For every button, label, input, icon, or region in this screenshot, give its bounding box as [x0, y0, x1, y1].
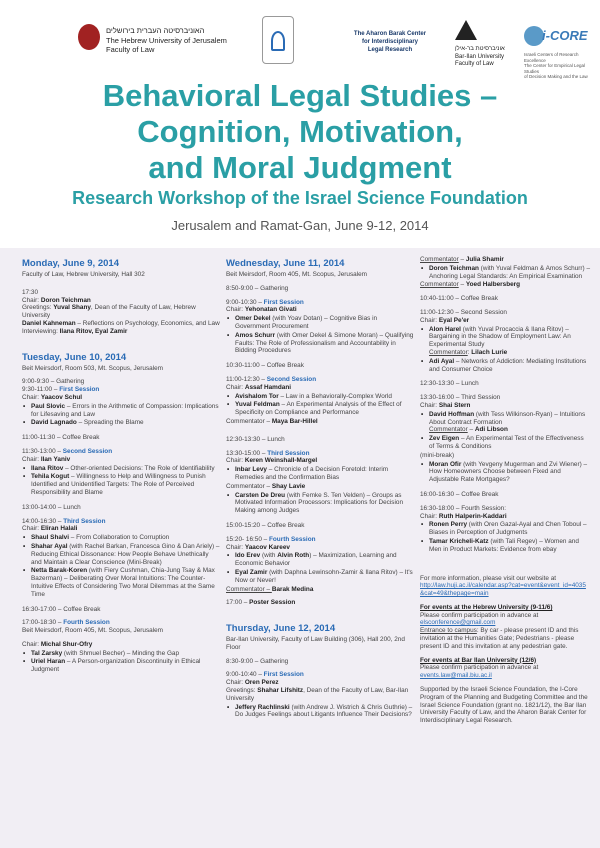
- venue: Beit Meirsdorf, Room 503, Mt. Scopus, Jerusalem: [22, 364, 164, 372]
- chair-line: Chair: Yaacov Kareev: [226, 543, 290, 551]
- session-heading: 13:30-16:00 – Third Session: [420, 394, 501, 402]
- support-text: Supported by the Israeli Science Foundation, the I-Core Program of the Planning and Budgeting Committee and the Israel Science Foundation (grant no. 1821/12), the Bar Ilan University Faculty of Law, and the Aharon Barak Center for Interdisciplinary Legal Research.: [420, 686, 588, 725]
- session-heading: 15:20- 16:50 – Fourth Session: [226, 535, 316, 543]
- gathering: 8:50-9:00 – Gathering: [226, 284, 289, 292]
- huji-email-link[interactable]: elsconference@gmail.com: [420, 619, 496, 627]
- biu-hebrew-name: אוניברסיטת בר-אילן: [455, 46, 505, 52]
- talk-item: • Tehila Kogut – Willingness to Help and Willingness to Punish Identified and Unidentified Targets: The Role of Perceived Responsibility and Blame: [22, 473, 220, 496]
- session-heading: 9:00-10:40 – First Session: [226, 671, 304, 679]
- logo-header: [0, 0, 600, 80]
- aharon-barak-center-logo: [335, 30, 445, 54]
- talk-item: • Adi Ayal – Networks of Addiction: Mediating Institutions and Consumer Choice: [420, 358, 590, 374]
- title-line1: Behavioral Legal Studies –: [102, 78, 498, 113]
- aharon-line2: for Interdisciplinary: [361, 39, 418, 45]
- venue: Faculty of Law, Hebrew University, Hall 302: [22, 271, 145, 278]
- lunch: 12:30-13:30 – Lunch: [226, 435, 285, 443]
- time: 17:30: [22, 288, 38, 296]
- huji-faculty: Faculty of Law: [106, 45, 155, 54]
- talk-item: • Eyal Zamir (with Daphna Lewinsohn-Zamir & Ilana Ritov) – It's Now or Never!: [226, 569, 414, 585]
- page-title: [0, 78, 600, 186]
- info-text: For more information, please visit our website at: [420, 574, 557, 582]
- talk-item: • Ido Erev (with Alvin Roth) – Maximization, Learning and Economic Behavior: [226, 552, 414, 568]
- venue: Beit Meirsdorf, Room 405, Mt. Scopus, Jerusalem: [22, 627, 164, 635]
- chair-line: Chair: Eliran Halali: [22, 525, 78, 533]
- gathering: 8:30-9:00 – Gathering: [226, 657, 289, 665]
- program-column-3: [420, 256, 590, 725]
- lunch: 12:30-13:30 – Lunch: [420, 380, 479, 388]
- session-heading: 16:30-18:00 – Fourth Session:: [420, 504, 506, 512]
- talk-item: • Avishalom Tor – Law in a Behaviorally-Complex World: [226, 393, 414, 401]
- talk-item: • Carsten De Dreu (with Femke S. Ten Velden) – Groups as Motivated Information Processors: Implications for Decision Making among Judges: [226, 492, 414, 515]
- day-heading-monday: Monday, June 9, 2014: [22, 258, 119, 269]
- title-line3: and Moral Judgment: [148, 150, 452, 185]
- commentator-line: Commentator – Barak Medina: [226, 585, 314, 593]
- session-heading: 11:00-12:30 – Second Session: [226, 375, 317, 383]
- talk-item: • Ilana Ritov – Other-oriented Decisions: The Role of Identifiability: [22, 465, 220, 473]
- break: 15:00-15:20 – Coffee Break: [226, 521, 305, 529]
- huji-confirm-text: Please confirm participation in advance at: [420, 611, 539, 619]
- icore-mark-icon: [524, 26, 544, 46]
- talk-item: • Omer Dekel (with Yoav Dotan) – Cognitive Bias in Government Procurement: [226, 315, 414, 331]
- talk-item: • Shahar Ayal (with Rachel Barkan, Francesca Gino & Dan Ariely) – Reducing Ethical Dissonance: How People Behave Unethically and Maintain a Clear Conscience (Mini-Break): [22, 543, 220, 566]
- break: 16:30-17:00 – Coffee Break: [22, 605, 101, 613]
- talk-item: • Zev Eigen – An Experimental Test of the Effectiveness of Terms & Conditions: [420, 435, 590, 451]
- greetings-line: Greetings: Shahar Lifshitz, Dean of the Faculty of Law, Bar-Ilan University: [226, 687, 409, 702]
- talk-item: • David Lagnado – Spreading the Blame: [22, 419, 220, 427]
- talk-item: • Ronen Perry (with Oren Gazal-Ayal and Chen Toboul – Biases in Perception of Judgments: [420, 521, 590, 537]
- commentator-line: Commentator – Shay Lavie: [226, 482, 306, 490]
- chair-line: Chair: Eyal Pe'er: [420, 316, 470, 324]
- aharon-line3: Legal Research: [367, 47, 413, 53]
- program-column-2: [226, 258, 414, 720]
- chair-line: Chair: Assaf Hamdani: [226, 383, 291, 391]
- chair-line: Chair: Oren Perez: [226, 679, 279, 687]
- talk-item: • Alon Harel (with Yuval Procaccia & Ilana Ritov) – Bargaining in the Shadow of Employment Law: An Experimental Study Commentator: Lilach Lurie: [420, 326, 590, 357]
- chair-line: Chair: Ilan Yaniv: [22, 455, 71, 463]
- break: 10:30-11:00 – Coffee Break: [226, 362, 304, 370]
- bar-ilan-mark-icon: [455, 20, 477, 40]
- talk-item: • Tamar Kricheli-Katz (with Tali Regev) – Women and Men in Product Markets: Evidence from ebay: [420, 538, 590, 554]
- chair-line: Chair: Shai Stern: [420, 401, 471, 409]
- title-line2: Cognition, Motivation,: [137, 114, 463, 149]
- program-column-1: [22, 258, 220, 675]
- talk-item: • Amos Schurr (with Omer Dekel & Simone Moran) – Qualifying Faults: The Role of Professionalism and Accountability in Bidding Procedures: [226, 332, 414, 355]
- talk-line: Daniel Kahneman – Reflections on Psychology, Economics, and Law: [22, 319, 220, 327]
- talk-item: • David Hoffman (with Tess Wilkinson-Ryan) – Intuitions About Contract Formation Commentator – Adi Libson: [420, 411, 590, 434]
- session-heading: 17:00-18:30 – Fourth Session: [22, 619, 110, 627]
- day-heading-tuesday: Tuesday, June 10, 2014: [22, 351, 127, 363]
- day-heading-wednesday: Wednesday, June 11, 2014: [226, 258, 345, 269]
- session-heading: 11:30-13:00 – Second Session: [22, 447, 113, 455]
- talk-item: • Tal Zarsky (with Shmuel Becher) – Minding the Gap: [22, 650, 220, 658]
- lunch: 13:00-14:00 – Lunch: [22, 503, 81, 511]
- hebrew-university-seal-icon: [78, 24, 100, 50]
- talk-item: • Paul Slovic – Errors in the Arithmetic of Compassion: Implications for Lifesaving and Law: [22, 403, 220, 419]
- talk-item: • Jeffery Rachlinski (with Andrew J. Wistrich & Chris Guthrie) – Do Judges Feelings about Litigants Influence Their Decisions?: [226, 704, 414, 720]
- gathering: 9:00-9:30 – Gathering: [22, 378, 85, 386]
- icore-sub2: The Center for Empirical Legal Studies: [524, 63, 586, 74]
- talk-item: • Uriel Haran – A Person-organization Discontinuity in Ethical Judgment: [22, 658, 220, 674]
- huji-english-name: The Hebrew University of Jerusalem: [106, 35, 227, 45]
- chair-line: Chair: Doron Teichman: [22, 296, 91, 304]
- info-link[interactable]: http://law.huji.ac.il/calendar.asp?cat=event&event_id=4035&cat=49&thepage=main: [420, 582, 586, 598]
- huji-events-heading: For events at the Hebrew University (9-11/6): [420, 603, 553, 611]
- interview-line: Interviewing: Ilana Ritov, Eyal Zamir: [22, 327, 128, 335]
- session-heading: 9:30-11:00 – First Session: [22, 386, 100, 394]
- break: 16:00-16:30 – Coffee Break: [420, 490, 499, 498]
- icore-sub1: Israeli Centers of Research Excellence: [524, 52, 579, 63]
- break: 10:40-11:00 – Coffee Break: [420, 295, 498, 303]
- venue: Beit Meirsdorf, Room 405, Mt. Scopus, Jerusalem: [226, 271, 368, 278]
- commentator-line: Commentator – Maya Bar-Hillel: [226, 417, 318, 425]
- biu-confirm-text: Please confirm participation in advance at: [420, 664, 539, 672]
- chair-line: Chair: Keren Weinshall-Margel: [226, 457, 318, 465]
- session-heading: 13:30-15:00 – Third Session: [226, 449, 310, 457]
- icore-name: i-CORE: [542, 28, 588, 43]
- day-heading-thursday: Thursday, June 12, 2014: [226, 623, 336, 635]
- huji-entrance-text: Entrance to campus: By car - please present ID and this invitation at the Humanities Gate; Pedestrians - please present ID and this invitation at any pedestrian gate.: [420, 627, 579, 650]
- commentator-line: Commentator – Yoed Halbersberg: [420, 281, 521, 289]
- aharon-line1: The Aharon Barak Center: [353, 31, 427, 37]
- chair-line: Chair: Ruth Halperin-Kaddari: [420, 512, 507, 520]
- program-panel: [0, 248, 600, 848]
- talk-item: • Moran Ofir (with Yevgeny Mugerman and Zvi Wiener) – How Homeowners Choose between Fixed and Adjustable Rate Mortgages?: [420, 461, 590, 484]
- biu-english-name: Bar-Ilan University: [455, 53, 505, 60]
- chair-line: Chair: Yehonatan Givati: [226, 306, 297, 314]
- talk-item: • Doron Teichman (with Yuval Feldman & Amos Schurr) – Anchoring Legal Standards: An Empirical Examination: [420, 265, 590, 281]
- biu-faculty: Faculty of Law: [455, 61, 494, 67]
- poster-session: 17:00 – Poster Session: [226, 599, 296, 607]
- biu-email-link[interactable]: events.law@mail.biu.ac.il: [420, 672, 492, 680]
- talk-item: • Shaul Shalvi – From Collaboration to Corruption: [22, 534, 220, 542]
- mini-break: (mini-break): [420, 451, 455, 459]
- talk-item: • Inbar Levy – Chronicle of a Decision Foretold: Interim Remedies and the Confirmation Bias: [226, 466, 414, 482]
- venue: Bar-Ilan University, Faculty of Law Building (306), Hall 200, 2nd Floor: [226, 636, 405, 651]
- greetings-line: Greetings: Yuval Shany, Dean of the Faculty of Law, Hebrew University: [22, 304, 196, 320]
- talk-item: • Netta Barak-Koren (with Fiery Cushman, Chia-Jung Tsay & Max Bazerman) – Deliberating Over Moral Intuitions: The Counter-Intuitive Effects of Considering Two Moral Dilemmas at the Same Time: [22, 567, 220, 598]
- break: 11:00-11:30 – Coffee Break: [22, 434, 100, 442]
- huji-hebrew-name: האוניברסיטה העברית בירושלים: [106, 26, 205, 35]
- icore-sub3: of Decision Making and the Law: [524, 74, 588, 79]
- chair-line: Chair: Yaacov Schul: [22, 393, 83, 401]
- biu-events-heading: For events at Bar Ilan University (12/6): [420, 656, 537, 664]
- chair-line: Chair: Michal Shur-Ofry: [22, 640, 93, 648]
- isf-emblem-icon: [262, 16, 294, 64]
- talk-item: • Yuval Feldman – An Experimental Analysis of the Effect of Specificity on Compliance and Performance: [226, 401, 414, 417]
- session-heading: 9:00-10:30 – First Session: [226, 298, 304, 306]
- page-subtitle: Research Workshop of the Israel Science Foundation: [72, 188, 528, 208]
- session-heading: 11:00-12:30 – Second Session: [420, 308, 507, 316]
- session-heading: 14:00-16:30 – Third Session: [22, 517, 106, 525]
- event-dates: Jerusalem and Ramat-Gan, June 9-12, 2014: [171, 218, 429, 233]
- commentator-line: Commentator – Julia Shamir: [420, 256, 504, 263]
